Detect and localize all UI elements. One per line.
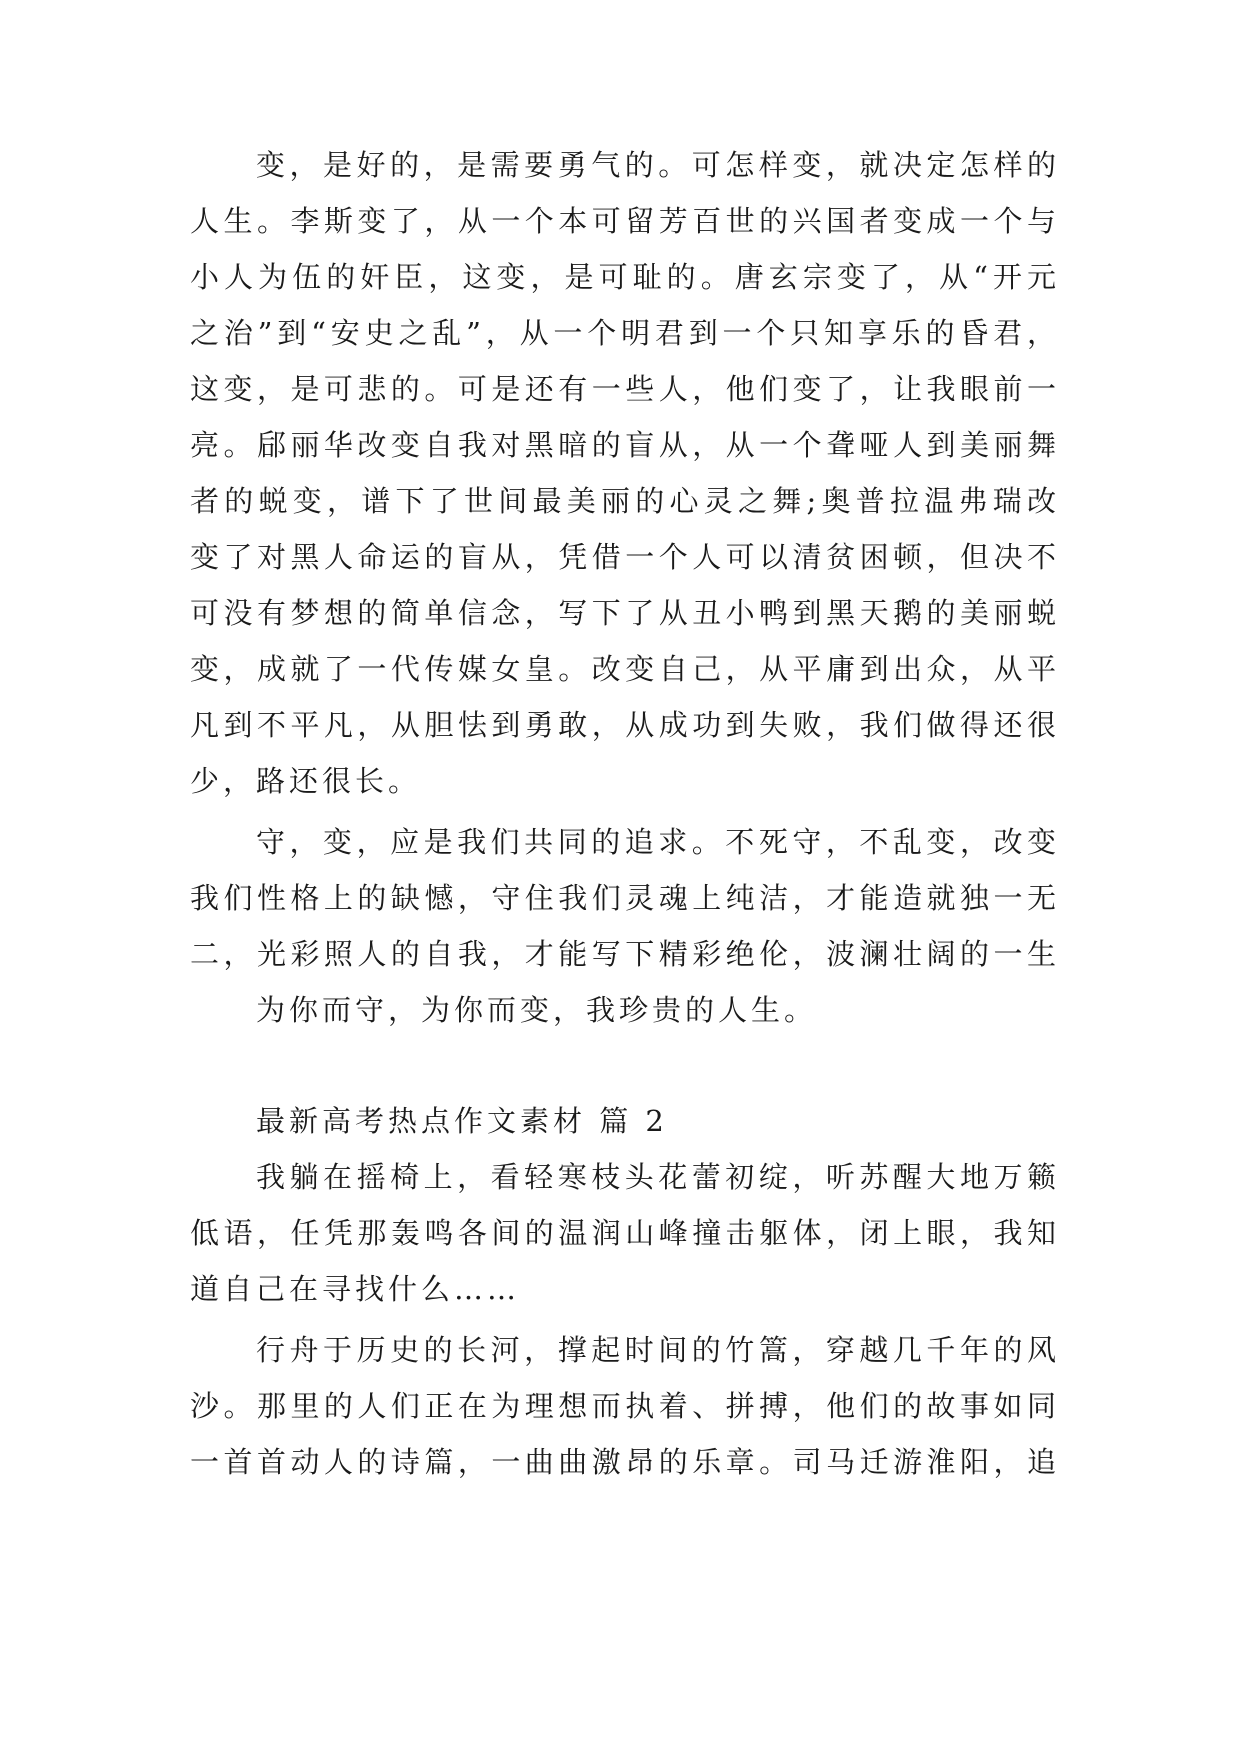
text-line: 变了对黑人命运的盲从，凭借一个人可以清贫困顿，但决不 — [190, 540, 1060, 574]
text-line: 我们性格上的缺憾，守住我们灵魂上纯洁，才能造就独一无 — [190, 881, 1060, 915]
section-heading: 最新高考热点作文素材 篇 2 — [256, 1104, 668, 1138]
text-line: 者的蜕变，谱下了世间最美丽的心灵之舞;奥普拉温弗瑞改 — [190, 484, 1060, 518]
text-line: 沙。那里的人们正在为理想而执着、拼搏，他们的故事如同 — [190, 1389, 1060, 1423]
text-line: 二，光彩照人的自我，才能写下精彩绝伦，波澜壮阔的一生 — [190, 937, 1060, 971]
text-line: 守，变，应是我们共同的追求。不死守，不乱变，改变 — [256, 825, 1060, 859]
text-line: 一首首动人的诗篇，一曲曲激昂的乐章。司马迁游淮阳，追 — [190, 1445, 1060, 1479]
text-line: 之治”到“安史之乱”，从一个明君到一个只知享乐的昏君， — [190, 316, 1060, 350]
text-line: 行舟于历史的长河，撑起时间的竹篙，穿越几千年的风 — [256, 1333, 1060, 1367]
text-line: 这变，是可悲的。可是还有一些人，他们变了，让我眼前一 — [190, 372, 1060, 406]
text-line: 为你而守，为你而变，我珍贵的人生。 — [256, 993, 818, 1027]
text-line: 亮。郈丽华改变自我对黑暗的盲从，从一个聋哑人到美丽舞 — [190, 428, 1060, 462]
text-line: 我躺在摇椅上，看轻寒枝头花蕾初绽，听苏醒大地万籁 — [256, 1160, 1060, 1194]
text-line: 变，成就了一代传媒女皇。改变自己，从平庸到出众，从平 — [190, 652, 1060, 686]
text-line: 低语，任凭那轰鸣各间的温润山峰撞击躯体，闭上眼，我知 — [190, 1216, 1060, 1250]
text-line: 少，路还很长。 — [190, 764, 422, 798]
text-line: 人生。李斯变了，从一个本可留芳百世的兴国者变成一个与 — [190, 204, 1060, 238]
text-line: 变，是好的，是需要勇气的。可怎样变，就决定怎样的 — [256, 148, 1060, 182]
text-line: 道自己在寻找什么…… — [190, 1272, 521, 1306]
text-line: 小人为伍的奸臣，这变，是可耻的。唐玄宗变了，从“开元 — [190, 260, 1060, 294]
text-line: 凡到不平凡，从胆怯到勇敢，从成功到失败，我们做得还很 — [190, 708, 1060, 742]
text-line: 可没有梦想的简单信念，写下了从丑小鸭到黑天鹅的美丽蜕 — [190, 596, 1060, 630]
